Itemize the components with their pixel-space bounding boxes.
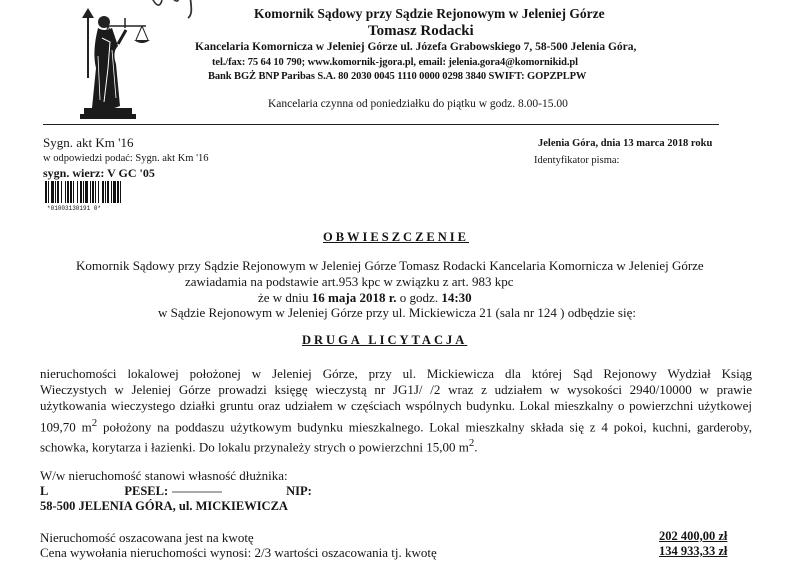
description-line-2: Wieczystych w Jeleniej Górze prowadzi księgę wieczystą nr JG1J/ /2 wraz z udziałem w wysokości 2940/10000 w prawie — [40, 382, 752, 398]
header-divider — [43, 124, 719, 125]
barcode-text: *01003130191 0* — [47, 205, 102, 211]
document-identifier: Identyfikator pisma: — [534, 155, 620, 166]
handwritten-mark — [150, 0, 220, 22]
barcode-bar — [85, 181, 88, 203]
barcode-bar — [48, 181, 49, 203]
owner-statement: W/w nieruchomość stanowi własność dłużnika: — [40, 468, 288, 483]
barcode — [43, 181, 193, 211]
barcode-bar — [57, 181, 59, 203]
bailiff-title: Komornik Sądowy przy Sądzie Rejonowym w Jeleniej Górze — [254, 6, 605, 21]
barcode-bar — [113, 181, 116, 203]
barcode-bar — [107, 181, 109, 203]
notice-heading: OBWIESZCZENIE — [323, 230, 469, 244]
valuation-label: Nieruchomość oszacowana jest na kwotę — [40, 530, 254, 545]
barcode-bar — [92, 181, 94, 203]
auction-time: 14:30 — [441, 290, 472, 305]
barcode-bar — [83, 181, 84, 203]
barcode-bar — [117, 181, 119, 203]
area-value: 109,70 m — [40, 418, 92, 434]
description-line-4-rest: położony na poddaszu użytkowym budynku mieszkalnego. Lokal mieszkalny składa się z 4 pokoi, kuchni, garderoby, — [97, 418, 752, 434]
nip-label: NIP: — [286, 484, 312, 498]
description-line-1: nieruchomości lokalowej położonej w Jeleniej Górze, przy ul. Mickiewicza dla której Sąd Rejonowy Wydział Ksiąg — [40, 366, 752, 381]
starting-price-label: Cena wywołania nieruchomości wynosi: 2/3 wartości oszacowania tj. kwotę — [40, 545, 437, 560]
barcode-bar — [65, 181, 66, 203]
valuation-amount: 202 400,00 zł — [659, 529, 728, 543]
description-line-4 — [40, 415, 752, 436]
description-line-3: użytkowania wieczystego działki gruntu oraz udziałem w częściach wspólnych budynku. Lokal mieszkalny o powierzchni użytkowej — [40, 398, 752, 414]
office-contact: tel./fax: 75 64 10 790; www.komornik-jgora.pl, email: jelenia.gora4@komornikid.pl — [212, 57, 578, 68]
lady-justice-emblem — [58, 8, 158, 120]
notice-line-2: zawiadamia na podstawie art.953 kpc w związku z art. 983 kpc — [185, 274, 514, 289]
response-reference: w odpowiedzi podać: Sygn. akt Km '16 — [43, 153, 209, 164]
property-description — [40, 366, 752, 456]
barcode-bar — [61, 181, 62, 203]
barcode-bar — [70, 181, 72, 203]
barcode-bar — [45, 181, 47, 203]
barcode-bar — [55, 181, 56, 203]
document-date: Jelenia Góra, dnia 13 marca 2018 roku — [538, 138, 713, 149]
notice-line-3-a: że w dniu — [258, 290, 312, 305]
notice-line-1: Komornik Sądowy przy Sądzie Rejonowym w Jeleniej Górze Tomasz Rodacki Kancelaria Komornicza w Jeleniej Górze — [76, 258, 704, 273]
debtor-details — [40, 484, 312, 499]
redaction-mark — [172, 491, 222, 493]
barcode-bar — [73, 181, 74, 203]
barcode-bar — [90, 181, 91, 203]
bank-account: Bank BGŻ BNP Paribas S.A. 80 2030 0045 1110 0000 0298 3840 SWIFT: GOPZPLPW — [208, 71, 587, 82]
office-hours: Kancelaria czynna od poniedziałku do piątku w godz. 8.00-15.00 — [268, 98, 568, 110]
barcode-bar — [120, 181, 121, 203]
pesel-label: PESEL: — [124, 484, 169, 498]
office-address: Kancelaria Komornicza w Jeleniej Górze ul. Józefa Grabowskiego 7, 58-500 Jelenia Góra, — [195, 41, 637, 53]
bailiff-name: Tomasz Rodacki — [368, 23, 474, 39]
notice-line-3-c: o godz. — [396, 290, 442, 305]
barcode-bar — [67, 181, 69, 203]
barcode-bar — [105, 181, 106, 203]
barcode-bar — [80, 181, 82, 203]
case-reference: Sygn. akt Km '16 — [43, 135, 134, 150]
attic-unit-exponent: 2 — [468, 437, 475, 450]
barcode-bar — [102, 181, 104, 203]
debtor-address: 58-500 JELENIA GÓRA, ul. MICKIEWICZA — [40, 499, 288, 513]
debtor-initial: L — [40, 484, 49, 498]
barcode-bar — [98, 181, 99, 203]
description-line-5-end: . — [474, 439, 478, 455]
description-line-5 — [40, 435, 752, 456]
notice-line-4: w Sądzie Rejonowym w Jeleniej Górze przy ul. Mickiewicza 21 (sala nr 124 ) odbędzie się: — [158, 305, 636, 320]
starting-price-amount: 134 933,33 zł — [659, 544, 728, 558]
creditor-reference: sygn. wierz: V GC '05 — [43, 166, 155, 180]
barcode-bar — [95, 181, 96, 203]
description-line-5-text: schowka, korytarza i łazienki. Do lokalu przynależy strych o powierzchni 15,00 m — [40, 439, 469, 455]
barcode-bar — [51, 181, 54, 203]
barcode-bar — [111, 181, 112, 203]
auction-date: 16 maja 2018 r. — [311, 290, 397, 305]
auction-subheading: DRUGA LICYTACJA — [302, 333, 468, 347]
barcode-bar — [77, 181, 78, 203]
notice-line-3 — [258, 290, 472, 306]
area-unit-exponent: 2 — [91, 416, 98, 429]
